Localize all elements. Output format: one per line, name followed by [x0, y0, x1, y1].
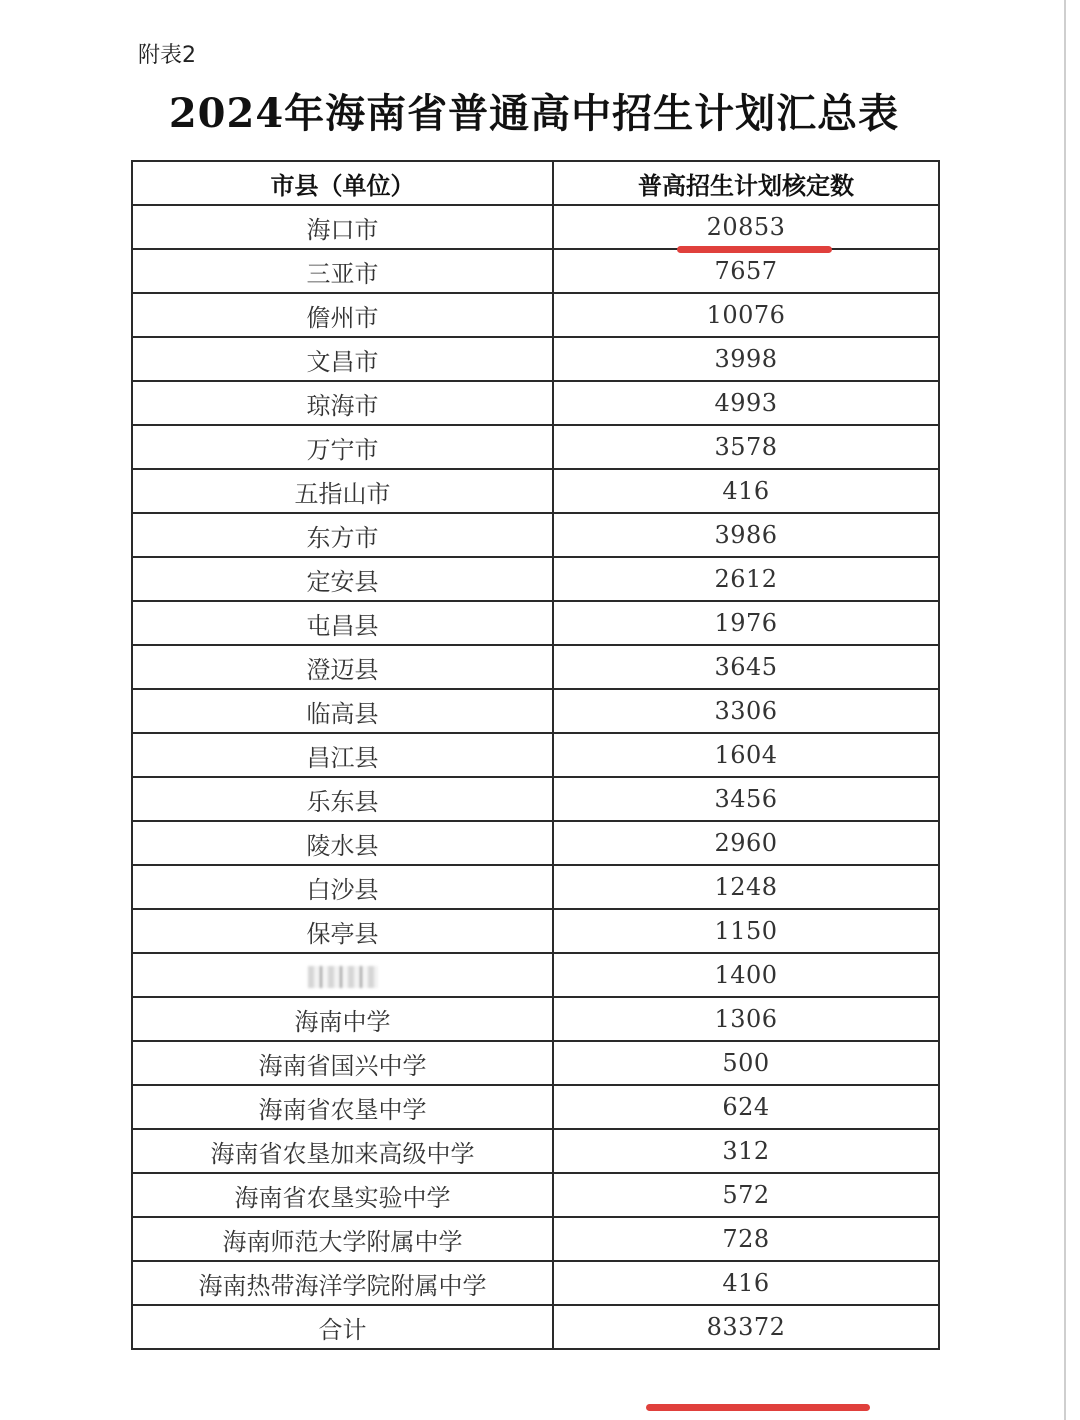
highlight-underline-total — [646, 1404, 870, 1411]
unit-cell: 陵水县 — [132, 821, 553, 865]
table-header-row — [132, 161, 939, 205]
total-row — [132, 1305, 939, 1349]
count-cell: 1976 — [553, 601, 939, 645]
unit-cell: 琼海市 — [132, 381, 553, 425]
table-row — [132, 733, 939, 777]
unit-cell: 东方市 — [132, 513, 553, 557]
table-row — [132, 1129, 939, 1173]
table-row — [132, 205, 939, 249]
unit-cell: 昌江县 — [132, 733, 553, 777]
table-row — [132, 513, 939, 557]
unit-cell: 儋州市 — [132, 293, 553, 337]
redaction-blur — [308, 966, 378, 988]
table-row — [132, 425, 939, 469]
table-row — [132, 1041, 939, 1085]
count-cell: 3306 — [553, 689, 939, 733]
count-cell: 624 — [553, 1085, 939, 1129]
count-cell: 1248 — [553, 865, 939, 909]
unit-cell: 乐东县 — [132, 777, 553, 821]
count-cell: 312 — [553, 1129, 939, 1173]
table-row — [132, 953, 939, 997]
unit-cell: 海南省农垦中学 — [132, 1085, 553, 1129]
unit-cell: 海南师范大学附属中学 — [132, 1217, 553, 1261]
table-row — [132, 1173, 939, 1217]
unit-cell: 海南热带海洋学院附属中学 — [132, 1261, 553, 1305]
count-cell: 3986 — [553, 513, 939, 557]
unit-cell: 定安县 — [132, 557, 553, 601]
count-cell: 3998 — [553, 337, 939, 381]
unit-cell: 海南省农垦加来高级中学 — [132, 1129, 553, 1173]
table-row — [132, 645, 939, 689]
count-cell: 7657 — [553, 249, 939, 293]
unit-cell: 屯昌县 — [132, 601, 553, 645]
count-cell: 20853 — [553, 205, 939, 249]
count-cell: 416 — [553, 469, 939, 513]
enrollment-plan-table — [131, 160, 940, 1350]
count-cell: 3456 — [553, 777, 939, 821]
unit-cell: 海南省国兴中学 — [132, 1041, 553, 1085]
table-row — [132, 865, 939, 909]
count-cell: 3578 — [553, 425, 939, 469]
table-row — [132, 601, 939, 645]
table-row — [132, 557, 939, 601]
count-cell: 2960 — [553, 821, 939, 865]
count-cell: 1306 — [553, 997, 939, 1041]
table-row — [132, 381, 939, 425]
unit-cell: 海南省农垦实验中学 — [132, 1173, 553, 1217]
column-header-unit: 市县（单位） — [132, 161, 553, 205]
table-row — [132, 821, 939, 865]
unit-cell: 临高县 — [132, 689, 553, 733]
table-row — [132, 293, 939, 337]
column-header-plan-count: 普高招生计划核定数 — [553, 161, 939, 205]
table-row — [132, 1085, 939, 1129]
unit-cell-redacted — [132, 953, 553, 997]
table-row — [132, 337, 939, 381]
count-cell: 10076 — [553, 293, 939, 337]
unit-cell: 三亚市 — [132, 249, 553, 293]
table-row — [132, 1217, 939, 1261]
table-row — [132, 909, 939, 953]
attachment-label: 附表2 — [138, 43, 196, 68]
count-cell: 572 — [553, 1173, 939, 1217]
table-row — [132, 997, 939, 1041]
table-row — [132, 777, 939, 821]
count-cell: 728 — [553, 1217, 939, 1261]
table-row — [132, 689, 939, 733]
unit-cell: 五指山市 — [132, 469, 553, 513]
total-label: 合计 — [132, 1305, 553, 1349]
unit-cell: 文昌市 — [132, 337, 553, 381]
count-cell: 1604 — [553, 733, 939, 777]
table-row — [132, 249, 939, 293]
unit-cell: 保亭县 — [132, 909, 553, 953]
count-cell: 1150 — [553, 909, 939, 953]
count-cell: 4993 — [553, 381, 939, 425]
page-title: 2024年海南省普通高中招生计划汇总表 — [168, 90, 900, 137]
unit-cell: 白沙县 — [132, 865, 553, 909]
count-cell: 2612 — [553, 557, 939, 601]
count-cell: 416 — [553, 1261, 939, 1305]
count-cell: 500 — [553, 1041, 939, 1085]
count-cell: 3645 — [553, 645, 939, 689]
page-edge — [1064, 0, 1066, 1420]
unit-cell: 海口市 — [132, 205, 553, 249]
total-count: 83372 — [553, 1305, 939, 1349]
unit-cell: 海南中学 — [132, 997, 553, 1041]
unit-cell: 澄迈县 — [132, 645, 553, 689]
unit-cell: 万宁市 — [132, 425, 553, 469]
table-row — [132, 1261, 939, 1305]
count-cell: 1400 — [553, 953, 939, 997]
table-row — [132, 469, 939, 513]
highlight-underline-haikou — [677, 246, 832, 253]
